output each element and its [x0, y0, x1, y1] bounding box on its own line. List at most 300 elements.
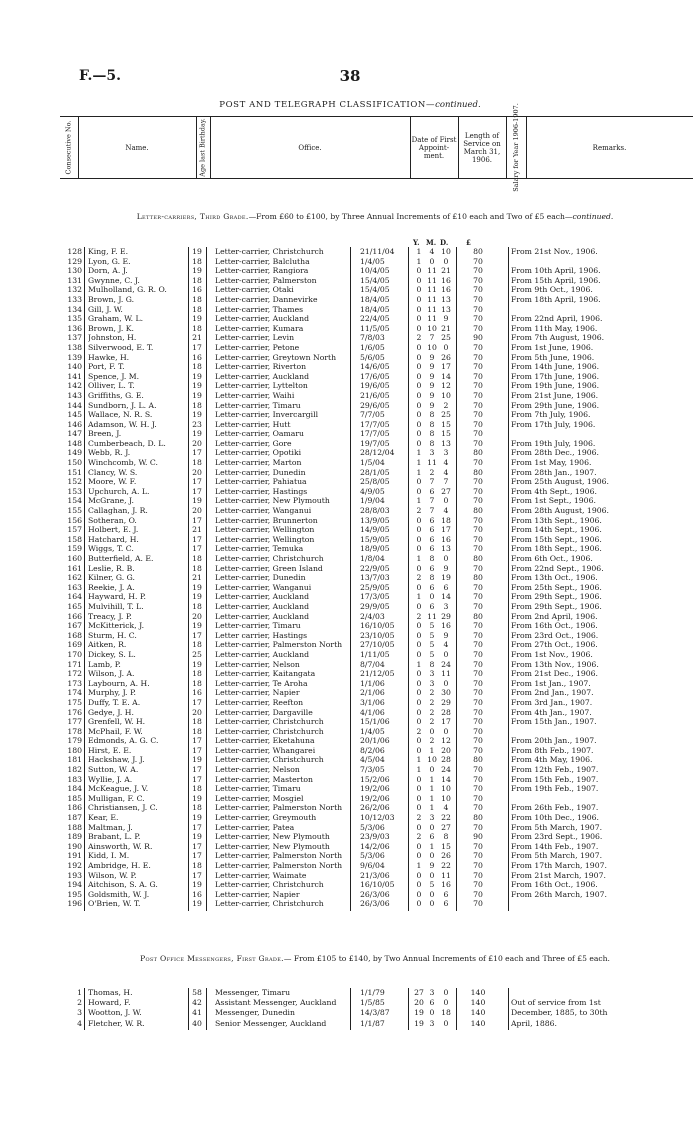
row-appointment-date: 18/4/05: [360, 304, 390, 314]
table-row: [60, 621, 693, 631]
row-service-months: 0: [429, 256, 435, 266]
row-number: 159: [67, 544, 82, 554]
row-service-days: 15: [441, 429, 451, 439]
table-row: [60, 602, 693, 612]
row-salary: 80: [473, 448, 483, 458]
row-service-years: 0: [416, 669, 422, 679]
row-service-years: 0: [416, 362, 422, 372]
row-appointment-date: 16/10/05: [360, 880, 395, 890]
row-salary: 70: [473, 275, 483, 285]
unit-pound: £: [466, 238, 471, 247]
row-service-months: 0: [429, 851, 435, 861]
row-salary: 70: [473, 304, 483, 314]
row-age: 20: [192, 506, 202, 516]
row-salary: 140: [470, 998, 486, 1008]
row-age: 19: [192, 266, 202, 276]
row-service-months: 11: [427, 611, 437, 621]
table-row: [60, 276, 693, 286]
row-remarks: From 26th Feb., 1907.: [511, 803, 599, 813]
row-remarks: From 29th June, 1906.: [511, 400, 600, 410]
row-service-days: 16: [441, 285, 451, 295]
row-office: Letter-carrier, Auckland: [215, 314, 309, 324]
row-office: Letter-carrier, Christchurch: [215, 717, 324, 727]
row-remarks: From 18th April, 1906.: [511, 294, 601, 304]
row-service-days: 14: [441, 592, 451, 602]
row-name: Winchcomb, W. C.: [88, 458, 158, 468]
row-salary: 70: [473, 717, 483, 727]
row-name: Silverwood, E. T.: [88, 342, 154, 352]
row-age: 17: [192, 515, 202, 525]
row-service-years: 0: [416, 841, 422, 851]
row-name: Howard, F.: [88, 998, 131, 1008]
row-remarks: From 23rd Sept., 1906.: [511, 832, 603, 842]
row-salary: 70: [473, 429, 483, 439]
row-salary: 140: [470, 1008, 486, 1018]
row-office: Letter-carrier, Auckland: [215, 592, 309, 602]
section-heading-messengers: Post Office Messengers, First Grade.— From £105 to £140, by Two Annual Increments of £10 each and Three of £5 each.: [140, 954, 610, 963]
table-row: [60, 871, 693, 881]
row-office: Letter-carrier, Marton: [215, 458, 302, 468]
row-number: 130: [67, 266, 82, 276]
row-service-days: 12: [441, 736, 451, 746]
row-age: 18: [192, 717, 202, 727]
page-title: [0, 100, 700, 110]
row-name: Ainsworth, W. R.: [88, 841, 153, 851]
row-office: Letter-carrier, Otaki: [215, 285, 294, 295]
row-salary: 70: [473, 889, 483, 899]
row-appointment-date: 14/6/05: [360, 362, 390, 372]
row-service-days: 22: [441, 813, 451, 823]
row-service-days: 7: [443, 477, 449, 487]
row-service-years: 0: [416, 582, 422, 592]
row-service-years: 0: [416, 822, 422, 832]
row-appointment-date: 22/4/05: [360, 314, 390, 324]
row-salary: 70: [473, 400, 483, 410]
row-office: Letter-carrier, Palmerston North: [215, 803, 343, 813]
column-header-date: Date of First Appoint-ment.: [410, 117, 459, 178]
row-service-days: 10: [441, 793, 451, 803]
table-row: [60, 583, 693, 593]
row-number: 153: [67, 486, 82, 496]
row-office: Letter-carrier, Eketahuna: [215, 736, 315, 746]
row-salary: 70: [473, 851, 483, 861]
row-office: Letter-carrier, Greymouth: [215, 813, 317, 823]
row-age: 19: [192, 429, 202, 439]
row-appointment-date: 1/9/04: [360, 496, 385, 506]
row-salary: 70: [473, 630, 483, 640]
row-number: 146: [67, 419, 82, 429]
row-name: Duffy, T. E. A.: [88, 697, 141, 707]
row-service-years: 0: [416, 275, 422, 285]
row-salary: 140: [470, 1018, 486, 1028]
row-remarks: From 7th August, 1906.: [511, 333, 605, 343]
row-salary: 70: [473, 419, 483, 429]
row-appointment-date: 1/1/06: [360, 678, 385, 688]
row-office: Letter-carrier, Temuka: [215, 544, 304, 554]
row-remarks: From 9th Oct., 1906.: [511, 285, 593, 295]
row-service-days: 4: [443, 640, 449, 650]
table-row: [60, 257, 693, 267]
table-row: [60, 679, 693, 689]
row-appointment-date: 23/9/03: [360, 832, 390, 842]
row-name: Leslie, R. B.: [88, 563, 135, 573]
row-name: Wyllie, J. A.: [88, 774, 133, 784]
row-name: Brown, J. G.: [88, 294, 135, 304]
table-row: [60, 640, 693, 650]
table-row: [60, 688, 693, 698]
row-service-days: 16: [441, 534, 451, 544]
row-salary: 70: [473, 745, 483, 755]
row-service-days: 21: [441, 266, 451, 276]
row-service-months: 0: [429, 726, 435, 736]
row-service-months: 9: [429, 352, 435, 362]
row-name: Wallace, N. R. S.: [88, 410, 153, 420]
row-name: Hirst, E. E.: [88, 745, 132, 755]
row-age: 18: [192, 861, 202, 870]
row-number: 172: [67, 669, 82, 679]
row-salary: 70: [473, 621, 483, 631]
row-remarks: From 18th Sept., 1906.: [511, 544, 602, 554]
row-service-days: 0: [443, 649, 449, 659]
unit-years: Y.: [413, 238, 420, 247]
row-office: Letter-carrier, Timaru: [215, 400, 301, 410]
row-service-days: 3: [443, 601, 449, 611]
row-name: Gwynne, C. J.: [88, 275, 140, 285]
row-office: Letter-carrier, Napier: [215, 688, 300, 698]
row-remarks: From 16th Oct., 1906.: [511, 621, 598, 631]
column-header-no: Consecutive No.: [60, 117, 79, 178]
row-age: 20: [192, 438, 202, 448]
row-service-years: 0: [416, 601, 422, 611]
row-number: 133: [67, 294, 82, 304]
row-appointment-date: 14/2/06: [360, 841, 390, 851]
row-salary: 70: [473, 563, 483, 573]
row-number: 142: [67, 381, 82, 391]
row-appointment-date: 28/1/05: [360, 467, 390, 477]
row-service-months: 6: [429, 601, 435, 611]
row-remarks: December, 1885, to 30th: [511, 1008, 608, 1018]
row-service-months: 0: [429, 899, 435, 909]
row-number: 194: [67, 880, 82, 890]
row-appointment-date: 28/8/03: [360, 506, 390, 516]
row-remarks: From 20th Jan., 1907.: [511, 736, 597, 746]
row-service-months: 11: [427, 458, 437, 468]
row-service-years: 0: [416, 381, 422, 391]
row-office: Letter-carrier, Waimate: [215, 870, 307, 880]
row-name: Kidd, I. M.: [88, 851, 130, 861]
row-service-days: 16: [441, 880, 451, 890]
row-service-years: 0: [416, 285, 422, 295]
row-number: 160: [67, 554, 82, 563]
row-name: King, F. E.: [88, 247, 129, 256]
column-header-service: Length of Service on March 31, 1906.: [458, 117, 507, 178]
row-service-months: 8: [429, 429, 435, 439]
row-number: 171: [67, 659, 82, 669]
row-service-days: 25: [441, 333, 451, 343]
row-service-days: 16: [441, 621, 451, 631]
row-number: 189: [67, 832, 82, 842]
row-appointment-date: 1/4/05: [360, 256, 385, 266]
row-remarks: From 13th Oct., 1906.: [511, 573, 598, 583]
row-name: McKeague, J. V.: [88, 784, 149, 794]
row-remarks: From 1st Jan., 1907.: [511, 678, 591, 688]
row-office: Letter-carrier, Brunnerton: [215, 515, 318, 525]
row-remarks: From 13th Nov., 1906.: [511, 659, 599, 669]
row-salary: 70: [473, 256, 483, 266]
row-salary: 140: [470, 988, 486, 997]
row-age: 19: [192, 621, 202, 631]
row-name: Olliver, L. T.: [88, 381, 135, 391]
row-appointment-date: 19/2/06: [360, 784, 390, 794]
row-salary: 70: [473, 841, 483, 851]
row-salary: 70: [473, 352, 483, 362]
row-age: 18: [192, 275, 202, 285]
row-service-years: 0: [416, 438, 422, 448]
row-number: 187: [67, 813, 82, 823]
row-age: 40: [192, 1018, 202, 1028]
row-service-months: 5: [429, 880, 435, 890]
row-service-days: 17: [441, 362, 451, 372]
row-salary: 70: [473, 534, 483, 544]
row-remarks: From 8th Feb., 1907.: [511, 745, 594, 755]
row-salary: 70: [473, 362, 483, 372]
row-appointment-date: 4/5/04: [360, 755, 385, 765]
row-salary: 70: [473, 736, 483, 746]
row-number: 168: [67, 630, 82, 640]
row-service-months: 11: [427, 285, 437, 295]
row-office: Letter-carrier, Christchurch: [215, 899, 324, 909]
row-office: Letter-carrier, Christchurch: [215, 755, 324, 765]
row-service-years: 0: [416, 630, 422, 640]
row-age: 23: [192, 419, 202, 429]
row-salary: 80: [473, 573, 483, 583]
row-salary: 70: [473, 582, 483, 592]
row-age: 42: [192, 998, 202, 1008]
table-row: [60, 573, 693, 583]
row-service-years: 0: [416, 774, 422, 784]
row-office: Letter-carrier, Wellington: [215, 525, 315, 535]
table-row: [60, 468, 693, 478]
row-salary: 70: [473, 659, 483, 669]
row-salary: 80: [473, 467, 483, 477]
row-service-months: 6: [429, 515, 435, 525]
row-age: 17: [192, 477, 202, 487]
row-number: 166: [67, 611, 82, 621]
row-name: Butterfield, A. E.: [88, 554, 154, 563]
table-row: [60, 305, 693, 315]
row-service-months: 0: [429, 592, 435, 602]
row-service-months: 6: [429, 486, 435, 496]
row-remarks: From 21st Nov., 1906.: [511, 247, 598, 256]
row-service-days: 15: [441, 419, 451, 429]
row-service-months: 7: [429, 506, 435, 516]
table-row: [60, 660, 693, 670]
row-age: 21: [192, 525, 202, 535]
row-age: 41: [192, 1008, 202, 1018]
row-salary: 70: [473, 793, 483, 803]
table-row: [60, 727, 693, 737]
row-service-months: 5: [429, 640, 435, 650]
row-appointment-date: 5/6/05: [360, 352, 385, 362]
row-office: Letter-carrier, Auckland: [215, 371, 309, 381]
letter-carriers-table: [60, 247, 693, 909]
row-office: Letter-carrier, Christchurch: [215, 247, 324, 256]
row-name: Spence, J. M.: [88, 371, 140, 381]
row-name: Fletcher, W. R.: [88, 1018, 145, 1028]
row-service-days: 4: [443, 458, 449, 468]
row-service-months: 5: [429, 649, 435, 659]
row-name: Holbert, E. J.: [88, 525, 139, 535]
row-number: 141: [67, 371, 82, 381]
row-remarks: From 2nd April, 1906.: [511, 611, 598, 621]
row-age: 21: [192, 333, 202, 343]
row-service-years: 1: [416, 755, 422, 765]
row-salary: 70: [473, 486, 483, 496]
row-service-years: 1: [416, 861, 422, 870]
row-appointment-date: 25/8/05: [360, 477, 390, 487]
row-service-days: 15: [441, 841, 451, 851]
unit-months: M.: [426, 238, 437, 247]
row-service-days: 21: [441, 323, 451, 333]
row-name: Wilson, J. A.: [88, 669, 135, 679]
row-age: 19: [192, 390, 202, 400]
section-heading-letter-carriers: Letter-carriers, Third Grade.—From £60 to £100, by Three Annual Increments of £10 each and Two of £5 each—continued.: [136, 212, 614, 221]
row-remarks: From 11th May, 1906.: [511, 323, 598, 333]
row-service-months: 10: [427, 342, 437, 352]
row-appointment-date: 7/3/05: [360, 765, 385, 775]
table-row: [60, 247, 693, 257]
document-reference: F.—5.: [79, 68, 122, 84]
row-service-days: 12: [441, 381, 451, 391]
row-salary: 70: [473, 784, 483, 794]
row-service-months: 9: [429, 390, 435, 400]
row-number: 148: [67, 438, 82, 448]
row-age: 18: [192, 601, 202, 611]
row-office: Letter-carrier, Wanganui: [215, 506, 312, 516]
row-name: Gedye, J. H.: [88, 707, 134, 717]
row-name: Thomas, H.: [88, 988, 133, 997]
row-appointment-date: 20/1/06: [360, 736, 390, 746]
row-number: 173: [67, 678, 82, 688]
row-remarks: From 14th Feb., 1907.: [511, 841, 599, 851]
row-service-years: 0: [416, 649, 422, 659]
row-service-years: 0: [416, 323, 422, 333]
row-service-days: 26: [441, 352, 451, 362]
row-age: 18: [192, 323, 202, 333]
row-appointment-date: 25/9/05: [360, 582, 390, 592]
row-salary: 70: [473, 774, 483, 784]
row-service-years: 2: [416, 813, 422, 823]
row-appointment-date: 1/11/05: [360, 649, 390, 659]
table-row: [60, 746, 693, 756]
row-office: Letter-carrier, Green Island: [215, 563, 323, 573]
row-salary: 70: [473, 765, 483, 775]
row-service-days: 0: [443, 678, 449, 688]
row-service-years: 0: [416, 889, 422, 899]
row-name: Hayward, H. P.: [88, 592, 146, 602]
row-name: Sutton, W. A.: [88, 765, 139, 775]
row-service-days: 27: [441, 822, 451, 832]
row-remarks: From 23rd Oct., 1906.: [511, 630, 599, 640]
row-service-years: 2: [416, 506, 422, 516]
row-service-years: 2: [416, 726, 422, 736]
row-office: Letter-carrier, Napier: [215, 889, 300, 899]
row-name: Brabant, L. P.: [88, 832, 141, 842]
row-office: Assistant Messenger, Auckland: [215, 998, 337, 1008]
row-age: 16: [192, 352, 202, 362]
row-number: 178: [67, 726, 82, 736]
row-service-months: 7: [429, 333, 435, 343]
row-salary: 80: [473, 813, 483, 823]
row-service-months: 2: [429, 707, 435, 717]
row-salary: 80: [473, 554, 483, 563]
row-remarks: From 15th Feb., 1907.: [511, 774, 599, 784]
row-name: Aitchison, S. A. G.: [88, 880, 158, 890]
row-appointment-date: 8/7/04: [360, 659, 385, 669]
row-remarks: From 28th August, 1906.: [511, 506, 609, 516]
row-number: 154: [67, 496, 82, 506]
table-row: [60, 410, 693, 420]
row-service-months: 7: [429, 477, 435, 487]
row-remarks: From 14th Sept., 1906.: [511, 525, 602, 535]
row-salary: 70: [473, 323, 483, 333]
row-salary: 70: [473, 515, 483, 525]
row-age: 17: [192, 765, 202, 775]
row-service-years: 0: [416, 717, 422, 727]
row-office: Letter-carrier, Kumara: [215, 323, 304, 333]
row-number: 176: [67, 707, 82, 717]
table-row: [60, 477, 693, 487]
row-salary: 70: [473, 314, 483, 324]
row-age: 17: [192, 736, 202, 746]
row-remarks: From 19th Feb., 1907.: [511, 784, 599, 794]
table-row: [60, 880, 693, 890]
table-row: [60, 285, 693, 295]
row-service-days: 29: [441, 611, 451, 621]
row-salary: 70: [473, 870, 483, 880]
row-salary: 70: [473, 640, 483, 650]
table-row: [60, 429, 693, 439]
row-number: 184: [67, 784, 82, 794]
row-service-months: 6: [429, 544, 435, 554]
row-age: 18: [192, 640, 202, 650]
row-name: Gill, J. W.: [88, 304, 123, 314]
row-salary: 70: [473, 381, 483, 391]
row-appointment-date: 21/6/05: [360, 390, 390, 400]
row-office: Letter-carrier, Nelson: [215, 765, 300, 775]
row-number: 136: [67, 323, 82, 333]
row-age: 18: [192, 803, 202, 813]
row-age: 58: [192, 988, 202, 997]
row-service-days: 11: [441, 669, 451, 679]
table-row: [60, 698, 693, 708]
row-appointment-date: 14/9/05: [360, 525, 390, 535]
row-office: Letter-carrier, Mosgiel: [215, 793, 304, 803]
row-age: 18: [192, 400, 202, 410]
row-appointment-date: 29/6/05: [360, 400, 390, 410]
row-service-years: 0: [416, 419, 422, 429]
row-name: Maltman, J.: [88, 822, 133, 832]
row-service-years: 0: [416, 899, 422, 909]
row-office: Letter-carrier, Palmerston North: [215, 640, 343, 650]
row-appointment-date: 15/2/06: [360, 774, 390, 784]
row-service-months: 3: [429, 448, 435, 458]
row-name: Callaghan, J. R.: [88, 506, 148, 516]
table-row: [60, 899, 693, 909]
row-number: 147: [67, 429, 82, 439]
row-appointment-date: 1/1/79: [360, 988, 385, 997]
row-service-years: 0: [416, 880, 422, 890]
